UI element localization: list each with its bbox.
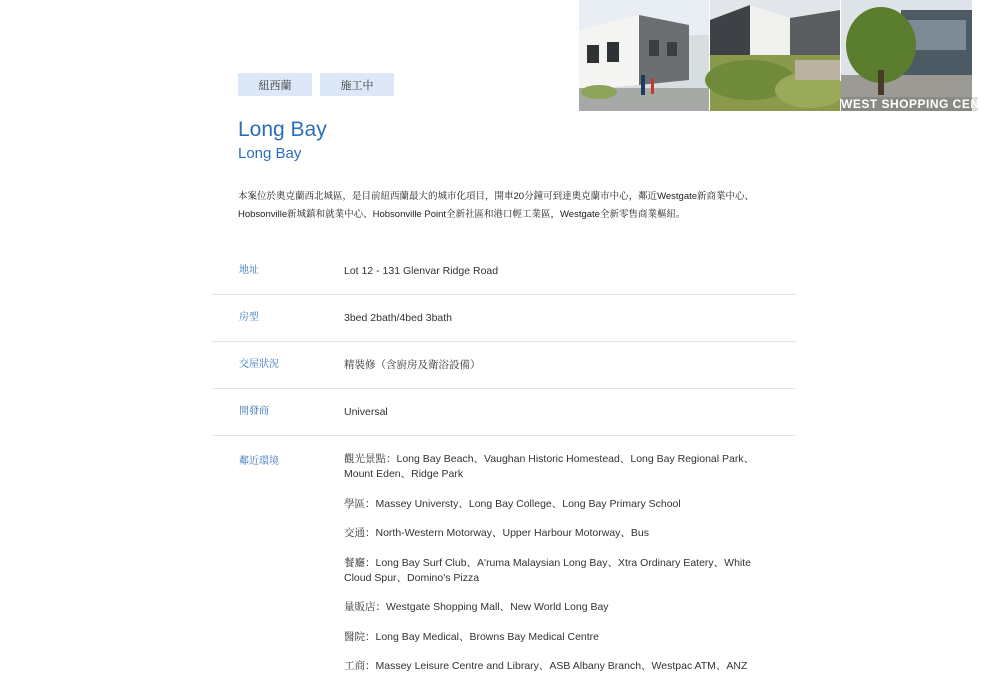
detail-row-developer [212,389,796,436]
project-description: 本案位於奧克蘭西北城區，是目前紐西蘭最大的城市化項目，開車20分鐘可到達奧克蘭市中心，鄰近Westgate新商業中心、Hobsonville新城鎮和就業中心、Hobsonville Point全新社區和港口輕工業區，Westgate全新零售商業樞紐。 [238,191,755,220]
environment-business: 工商：Massey Leisure Centre and Library、ASB Albany Branch、Westpac ATM、ANZ [344,660,748,672]
detail-label: 房型 [239,312,259,323]
details-table [212,248,796,689]
tag-list [238,73,394,96]
detail-row-address [212,248,796,295]
page-title: Long Bay [238,118,327,141]
detail-label: 地址 [239,265,259,276]
detail-value: 精裝修（含廚房及衛浴設備） [344,359,481,371]
detail-row-delivery [212,342,796,389]
page-subtitle: Long Bay [238,145,302,162]
gallery-photo-shopping-centre[interactable] [841,0,1005,111]
environment-medical: 醫院：Long Bay Medical、Browns Bay Medical Centre [344,630,600,643]
environment-attractions: 觀光景點：Long Bay Beach、Vaughan Historic Homestead、Long Bay Regional Park、Mount Eden、Ridge Park [344,453,755,480]
detail-label: 交屋狀況 [239,359,279,370]
photo-gallery [579,0,1005,111]
environment-list [344,452,796,689]
gallery-caption: WEST SHOPPING CENTRE [841,97,1005,111]
detail-row-environment [212,436,796,689]
tag-status[interactable]: 施工中 [320,73,394,96]
detail-value: 3bed 2bath/4bed 3bath [344,312,453,324]
tag-country[interactable]: 紐西蘭 [238,73,312,96]
environment-transport: 交通：North-Western Motorway、Upper Harbour Motorway、Bus [344,527,649,539]
detail-label: 開發商 [239,406,269,417]
environment-restaurants: 餐廳：Long Bay Surf Club、A'ruma Malaysian Long Bay、Xtra Ordinary Eatery、White Cloud Spur、Domino's Pizza [344,556,751,584]
environment-schools: 學區：Massey Universty、Long Bay College、Long Bay Primary School [344,497,681,510]
detail-row-layout [212,295,796,342]
gallery-photo-streetscape[interactable] [710,0,840,111]
gallery-photo-townhouses[interactable] [579,0,709,111]
detail-value: Universal [344,406,388,418]
detail-label: 鄰近環境 [239,456,279,467]
detail-value: Lot 12 - 131 Glenvar Ridge Road [344,265,499,277]
environment-shopping: 量販店：Westgate Shopping Mall、New World Long Bay [344,601,609,613]
